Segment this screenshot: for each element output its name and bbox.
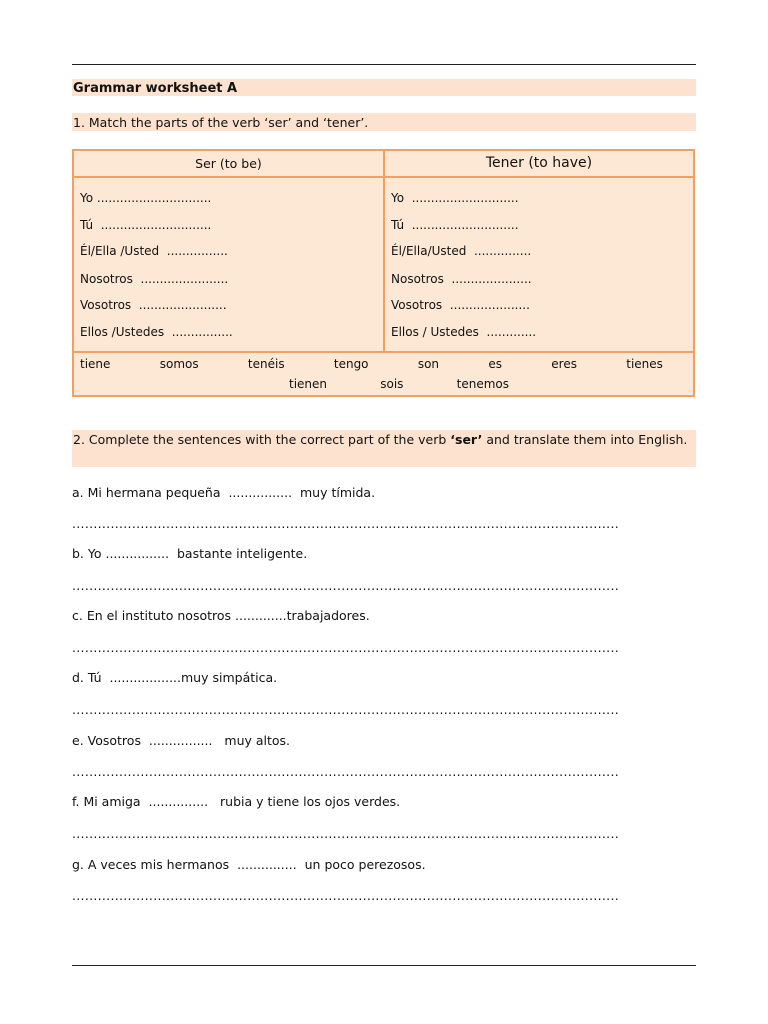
sentence-e: e. Vosotros ................ muy altos. [72,733,291,748]
answer-line-c[interactable]: ................................................................................................................................ [72,640,619,655]
word-bank-item: somos [159,357,199,371]
tener-row-vosotros: Vosotros ..................... [391,298,530,312]
bottom-rule [72,965,696,966]
ser-column [74,178,385,353]
answer-line-g[interactable]: ................................................................................................................................ [72,888,619,903]
tener-column [385,178,693,353]
worksheet-title: Grammar worksheet A [72,79,696,96]
word-bank-item: tenéis [247,357,285,371]
question-2-suffix: and translate them into English. [482,432,688,447]
word-bank-item: tienen [289,377,328,391]
question-2-verb-highlight: ‘ser’ [450,432,483,447]
sentence-d: d. Tú ..................muy simpática. [72,670,278,685]
word-bank-line-2 [289,377,509,391]
word-bank-item: sois [380,377,404,391]
tener-column-header: Tener (to have) [385,151,693,178]
question-1-instruction: 1. Match the parts of the verb ‘ser’ and ‘tener’. [72,113,696,131]
word-bank-item: tenemos [456,377,509,391]
tener-row-nosotros: Nosotros ..................... [391,272,532,286]
sentence-f: f. Mi amiga ............... rubia y tiene los ojos verdes. [72,794,401,809]
word-bank-item: eres [551,357,577,371]
word-bank-item: son [417,357,440,371]
tener-row-ellos: Ellos / Ustedes ............. [391,325,537,339]
sentence-a: a. Mi hermana pequeña ................ muy tímida. [72,485,376,500]
ser-row-yo: Yo .............................. [80,191,212,205]
word-bank-item: tengo [333,357,369,371]
sentence-g: g. A veces mis hermanos ............... un poco perezosos. [72,857,426,872]
ser-row-tu: Tú ............................. [80,218,212,232]
tener-row-yo: Yo ............................ [391,191,519,205]
word-bank [74,351,693,395]
answer-line-f[interactable]: ................................................................................................................................ [72,826,619,841]
sentence-c: c. En el instituto nosotros .............trabajadores. [72,608,370,623]
ser-row-vosotros: Vosotros ....................... [80,298,227,312]
verb-conjugation-table [72,149,695,397]
answer-line-b[interactable]: ................................................................................................................................ [72,578,619,593]
answer-line-e[interactable]: ................................................................................................................................ [72,764,619,779]
top-rule [72,64,696,65]
sentence-b: b. Yo ................ bastante inteligente. [72,546,308,561]
question-2-instruction [72,430,696,467]
ser-column-header: Ser (to be) [74,151,385,178]
question-2-prefix: 2. Complete the sentences with the correct part of the verb [73,432,451,447]
word-bank-item: tiene [80,357,111,371]
ser-row-nosotros: Nosotros ....................... [80,272,229,286]
answer-line-d[interactable]: ................................................................................................................................ [72,702,619,717]
tener-row-el: Él/Ella/Usted ............... [391,244,532,258]
word-bank-item: tienes [626,357,663,371]
ser-row-ellos: Ellos /Ustedes ................ [80,325,233,339]
answer-line-a[interactable]: ................................................................................................................................ [72,516,619,531]
word-bank-line-1 [80,357,663,371]
word-bank-item: es [488,357,502,371]
tener-row-tu: Tú ............................ [391,218,519,232]
ser-row-el: Él/Ella /Usted ................ [80,244,228,258]
